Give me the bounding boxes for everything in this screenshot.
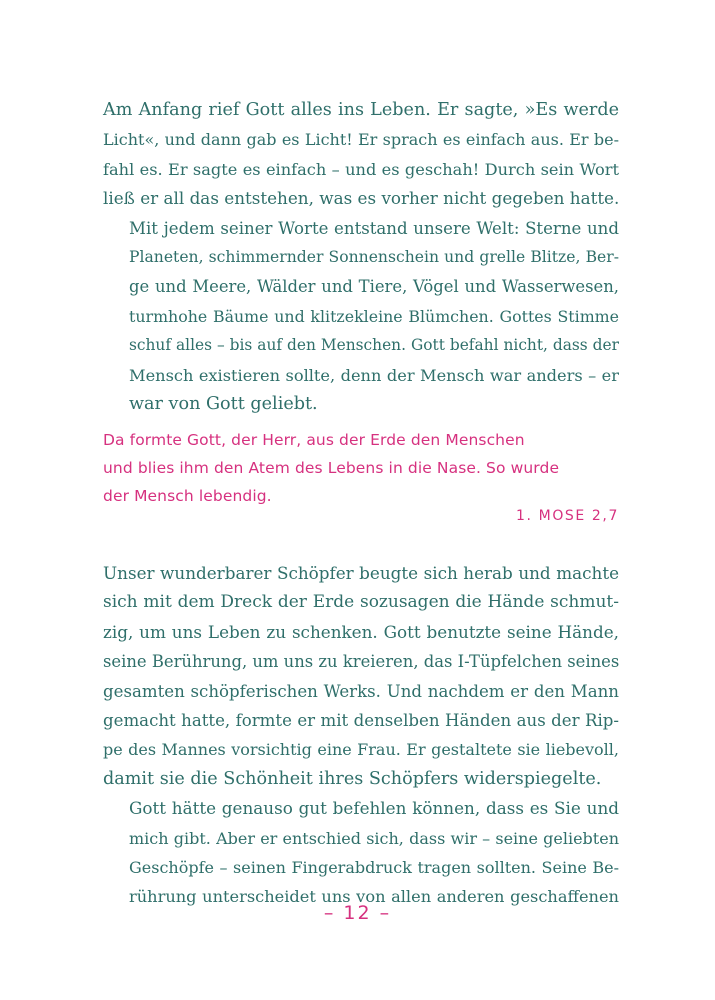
text-line: schuf alles – bis auf den Menschen. Gott befahl nicht, dass der	[129, 336, 619, 355]
text-line: Licht«, und dann gab es Licht! Er sprach es einfach aus. Er be-	[103, 130, 619, 150]
paragraph-1	[103, 96, 619, 214]
text-line: Geschöpfe – seinen Fingerabdruck tragen sollten. Seine Be-	[129, 858, 619, 878]
text-line: ließ er all das entstehen, was es vorher nicht gegeben hatte.	[103, 188, 620, 209]
text-line: Am Anfang rief Gott alles ins Leben. Er sagte, »Es werde	[103, 100, 619, 120]
text-line: rührung unterscheidet uns von allen anderen geschaffenen	[129, 887, 619, 907]
text-line: turmhohe Bäume und klitzekleine Blümchen. Gottes Stimme	[129, 306, 619, 326]
text-line: seine Berührung, um uns zu kreieren, das I-Tüpfelchen seines	[103, 652, 620, 672]
text-line: ge und Meere, Wälder und Tiere, Vögel und Wasserwesen,	[129, 277, 619, 297]
text-line: zig, um uns Leben zu schenken. Gott benutzte seine Hände,	[103, 621, 619, 642]
text-line: gemacht hatte, formte er mit denselben Händen aus der Rip-	[103, 711, 619, 731]
bible-quote	[103, 426, 619, 510]
quote-line: und blies ihm den Atem des Lebens in die Nase. So wurde	[103, 459, 560, 477]
paragraph-4	[103, 794, 619, 912]
text-line: Planeten, schimmernder Sonnenschein und grelle Blitze, Ber-	[129, 248, 619, 267]
paragraph-3	[103, 559, 619, 794]
body-text-bottom	[103, 559, 619, 912]
text-line: mich gibt. Aber er entschied sich, dass wir – seine geliebten	[129, 828, 619, 848]
quote-source: 1. MOSE 2,7	[516, 508, 619, 524]
text-line: Gott hätte genauso gut befehlen können, dass es Sie und	[129, 798, 619, 819]
text-line: Unser wunderbarer Schöpfer beugte sich herab und machte	[103, 563, 619, 583]
text-line: damit sie die Schönheit ihres Schöpfers widerspiegelte.	[103, 768, 602, 789]
page-number: – 12 –	[323, 902, 392, 924]
text-line: fahl es. Er sagte es einfach – und es geschah! Durch sein Wort	[103, 159, 619, 179]
text-line: sich mit dem Dreck der Erde sozusagen die Hände schmut-	[103, 592, 619, 613]
text-line: Mensch existieren sollte, denn der Mensch war anders – er	[129, 365, 619, 385]
text-line: Mit jedem seiner Worte entstand unsere Welt: Sterne und	[129, 218, 619, 238]
quote-line: der Mensch lebendig.	[103, 487, 272, 505]
text-line: war von Gott geliebt.	[129, 394, 318, 415]
quote-line: Da formte Gott, der Herr, aus der Erde den Menschen	[103, 431, 525, 449]
text-line: gesamten schöpferischen Werks. Und nachdem er den Mann	[103, 681, 619, 701]
paragraph-2	[103, 214, 619, 420]
text-line: pe des Mannes vorsichtig eine Frau. Er gestaltete sie liebevoll,	[103, 740, 619, 760]
body-text-top	[103, 96, 619, 419]
